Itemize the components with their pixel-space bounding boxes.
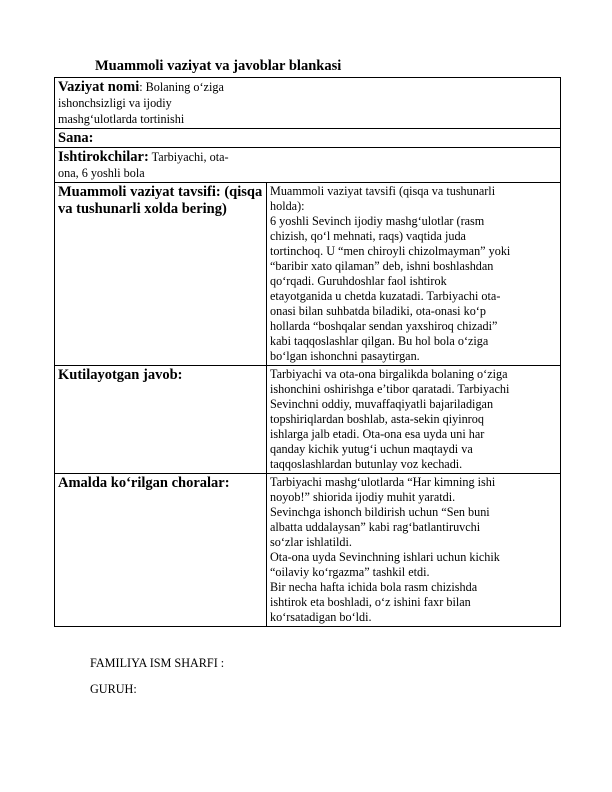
text-line: Tarbiyachi va ota-ona birgalikda bolaning o‘ziga — [270, 367, 508, 381]
date-label: Sana: — [58, 130, 94, 146]
text-line: qo‘rqadi. Guruhdoshlar faol ishtirok — [270, 274, 447, 288]
text-line: ishtirok eta boshladi, o‘z ishini faxr bilan — [270, 595, 471, 609]
text-line: ishlarga jalb etadi. Ota-ona esa uyda uni har — [270, 427, 485, 441]
measures-text — [270, 475, 557, 625]
text-line: “baribir xato qilaman” deb, ishni boshlashdan — [270, 259, 494, 273]
text-line: so‘zlar ishlatildi. — [270, 535, 352, 549]
text-line: chizish, qo‘l mehnati, raqs) vaqtida juda — [270, 229, 466, 243]
situation-name-cell — [58, 79, 258, 127]
text-line: Sevinchga ishonch bildirish uchun “Sen buni — [270, 505, 490, 519]
text-line: noyob!” shiorida ijodiy muhit yaratdi. — [270, 490, 456, 504]
text-line: topshiriqlardan boshlab, asta-sekin qiyinroq — [270, 412, 484, 426]
text-line: hollarda “boshqalar sendan yaxshiroq chizadi” — [270, 319, 498, 333]
text-line: taqqoslashlardan butunlay voz kechadi. — [270, 457, 463, 471]
measures-row — [55, 474, 561, 627]
expected-answer-text — [270, 367, 557, 472]
text-line: qanday kichik yutug‘i uchun maqtaydi va — [270, 442, 473, 456]
footer-group-label: GURUH: — [90, 682, 137, 696]
text-line: ishonchini oshirishga e’tibor qaratadi. Tarbiyachi — [270, 382, 510, 396]
description-label: Muammoli vaziyat tavsifi: (qisqa va tushunarli xolda bering) — [58, 184, 263, 217]
situation-name-value-line-3: mashg‘ulotlarda tortinishi — [58, 112, 185, 126]
situation-form-table — [54, 77, 561, 627]
date-row — [55, 129, 561, 148]
footer-name-label: FAMILIYA ISM SHARFI : — [90, 656, 225, 670]
participants-row — [55, 148, 561, 183]
participants-value-line-1: Tarbiyachi, ota- — [148, 150, 229, 164]
participants-label: Ishtirokchilar: — [58, 149, 149, 165]
description-row — [55, 183, 561, 366]
text-line: 6 yoshli Sevinch ijodiy mashg‘ulotlar (rasm — [270, 214, 485, 228]
situation-name-value-line-2: ishonchsizligi va ijodiy — [58, 96, 172, 110]
text-line: “oilaviy ko‘rgazma” tashkil etdi. — [270, 565, 430, 579]
text-line: albatta uddalaysan” kabi rag‘batlantiruvchi — [270, 520, 481, 534]
expected-answer-label: Kutilayotgan javob: — [58, 367, 183, 383]
text-line: Ota-ona uyda Sevinchning ishlari uchun kichik — [270, 550, 500, 564]
text-line: Bir necha hafta ichida bola rasm chizishda — [270, 580, 478, 594]
text-line: etayotganida u chetda kuzatadi. Tarbiyachi ota- — [270, 289, 501, 303]
situation-name-value-line-1: : Bolaning o‘ziga — [139, 80, 224, 94]
expected-answer-row — [55, 366, 561, 474]
text-line: bo‘lgan ishonchni pasaytirgan. — [270, 349, 420, 363]
participants-value-line-2: ona, 6 yoshli bola — [58, 166, 145, 180]
text-line: kabi taqqoslashlar qilgan. Bu hol bola o‘ziga — [270, 334, 489, 348]
text-line: Tarbiyachi mashg‘ulotlarda “Har kimning ishi — [270, 475, 496, 489]
text-line: holda): — [270, 199, 305, 213]
participants-cell — [58, 149, 258, 181]
text-line: tortinchoq. U “men chiroyli chizolmayman” yoki — [270, 244, 511, 258]
text-line: Muammoli vaziyat tavsifi (qisqa va tushunarli — [270, 184, 496, 198]
text-line: onasi bilan suhbatda biladiki, ota-onasi ko‘p — [270, 304, 486, 318]
measures-label: Amalda ko‘rilgan choralar: — [58, 475, 230, 491]
description-text — [270, 184, 557, 364]
form-title: Muammoli vaziyat va javoblar blankasi — [95, 58, 342, 74]
text-line: ko‘rsatadigan bo‘ldi. — [270, 610, 372, 624]
situation-name-row — [55, 78, 561, 129]
text-line: Sevinchni oddiy, muvaffaqiyatli bajariladigan — [270, 397, 494, 411]
situation-name-label: Vaziyat nomi — [58, 79, 140, 95]
